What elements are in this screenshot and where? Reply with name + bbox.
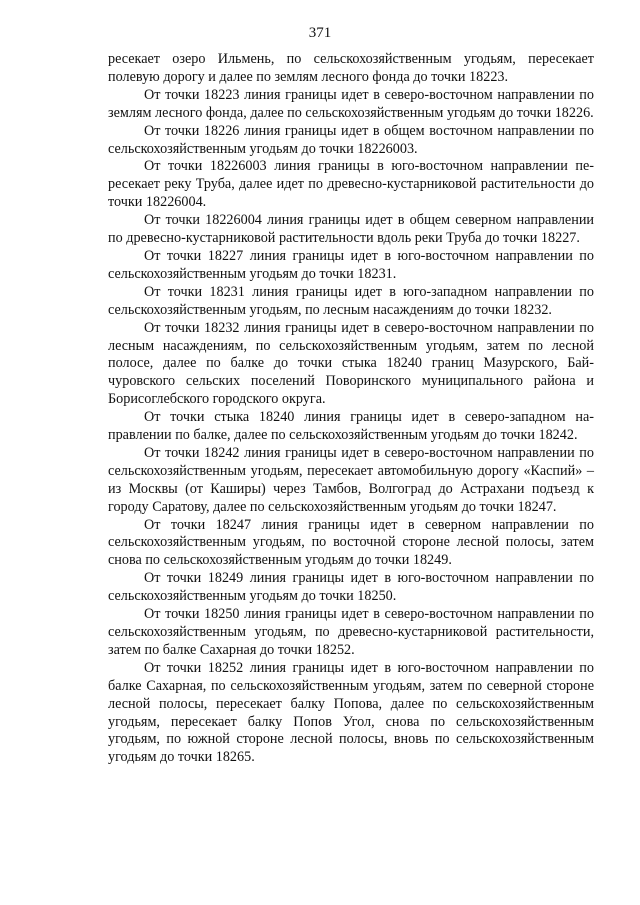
- paragraph: От точки 18226004 линия границы идет в общем северном направлении по древесно-кустарниковой растительности вдоль реки Труба до точки 18227.: [108, 212, 594, 247]
- paragraph: От точки 18249 линия границы идет в юго-восточном направлении по сельскохозяйственным угодьям до точки 18250.: [108, 570, 594, 605]
- paragraph: От точки 18231 линия границы идет в юго-западном направлении по сельскохозяйственным угодьям, по лесным насаждениям до точки 18232.: [108, 283, 594, 318]
- paragraph: От точки 18250 линия границы идет в северо-восточном направлении по сельскохозяйственным угодьям, по древесно-кустарниковой растительности, затем по балке Сахарная до точки 18252.: [108, 606, 594, 658]
- paragraph: От точки 18227 линия границы идет в юго-восточном направлении по сельскохозяйственным угодьям до точки 18231.: [108, 247, 594, 282]
- paragraph: От точки 18226003 линия границы в юго-восточном направлении пересекает реку Труба, далее идет по древесно-кустарниковой растительности до точки 18226004.: [108, 158, 594, 211]
- paragraph: От точки 18223 линия границы идет в северо-восточном направлении по землям лесного фонда, далее по сельскохозяйственным угодьям до точки 18226.: [108, 86, 594, 121]
- page-number: 371: [308, 25, 332, 41]
- document-body: [108, 51, 594, 767]
- paragraph: От точки 18247 линия границы идет в северном направлении по сельскохозяйственным угодьям, по восточной стороне лесной полосы, затем снова по сельскохозяйственным угодьям до точки 18249.: [108, 516, 594, 569]
- paragraph-continuation: ресекает озеро Ильмень, по сельскохозяйственным угодьям, пересекает полевую дорогу и далее по землям лесного фонда до точки 18223.: [108, 51, 594, 85]
- paragraph: От точки 18242 линия границы идет в северо-восточном направлении по сельскохозяйственным угодьям, пересекает автомобильную дорогу «Каспий» – из Москвы (от Каширы) через Тамбов, Волгоград до Астрахани подъезд к городу Саратову, далее по сельскохозяйственным угодьям до точки 18247.: [108, 444, 594, 515]
- paragraph: От точки стыка 18240 линия границы идет в северо-западном направлении по балке, далее по сельскохозяйственным угодьям до точки 18242.: [108, 409, 594, 444]
- paragraph: От точки 18252 линия границы идет в юго-восточном направлении по балке Сахарная, по сельскохозяйственным угодьям, затем по северной стороне лесной полосы, пересекает балку Попова, далее по сельскохозяйственным угодьям, пересекает балку Попов Угол, снова по сельскохозяйственным угодьям, по южной стороне лесной полосы, вновь по сельскохозяйственным угодьям до точки 18265.: [108, 659, 594, 766]
- paragraph: От точки 18226 линия границы идет в общем восточном направлении по сельскохозяйственным угодьям до точки 18226003.: [108, 122, 594, 157]
- paragraph: От точки 18232 линия границы идет в северо-восточном направлении по лесным насаждениям, по сельскохозяйственным угодьям, затем по лесной полосе, далее по балке до точки стыка 18240 границ Мазурского, Байчуровского сельских поселений Поворинского муниципального района и Борисоглебского городского округа.: [108, 319, 594, 408]
